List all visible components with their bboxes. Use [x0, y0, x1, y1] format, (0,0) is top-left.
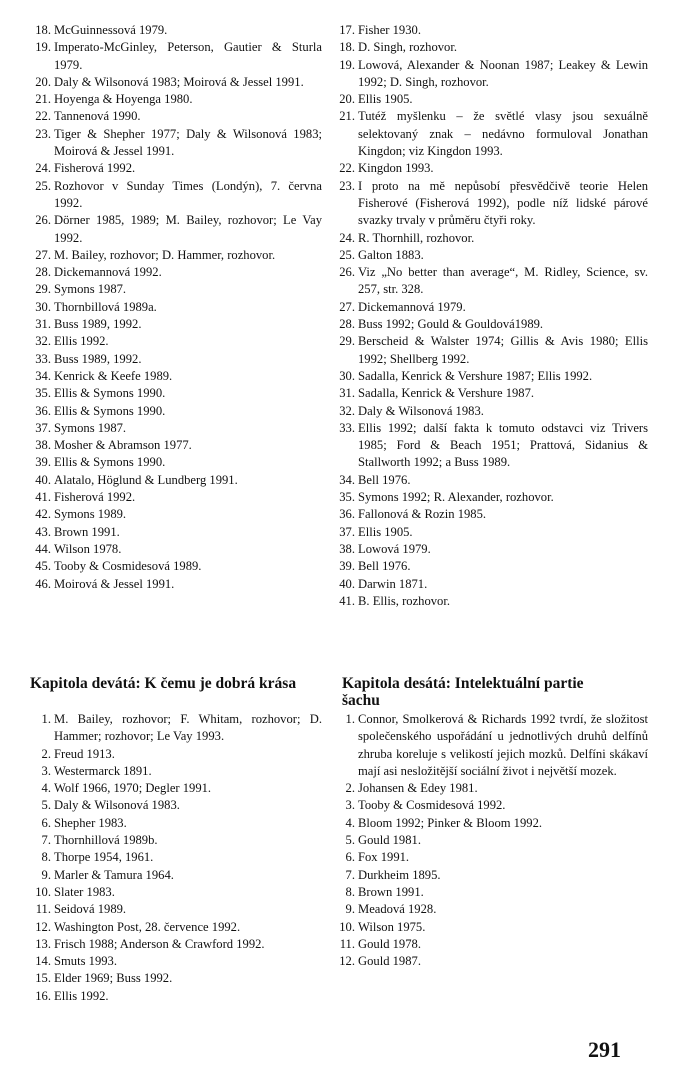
note-text: Brown 1991.	[358, 884, 424, 899]
note-text: Smuts 1993.	[54, 954, 117, 969]
note-number: 28.	[35, 265, 51, 280]
note-number: 15.	[35, 971, 51, 986]
note-entry	[32, 953, 322, 970]
note-text: Brown 1991.	[54, 524, 120, 539]
note-number: 19.	[35, 40, 51, 55]
note-number: 17.	[339, 23, 355, 37]
note-number: 12.	[339, 954, 355, 969]
note-number: 34.	[339, 472, 355, 487]
note-entry	[32, 212, 322, 247]
note-text: Daly & Wilsonová 1983.	[54, 798, 180, 813]
note-entry	[336, 558, 648, 575]
note-number: 36.	[35, 403, 51, 418]
note-entry	[32, 178, 322, 213]
note-number: 42.	[35, 507, 51, 522]
note-text: Shepher 1983.	[54, 815, 127, 830]
note-entry	[32, 797, 322, 814]
note-number: 20.	[35, 74, 51, 89]
note-entry	[32, 22, 322, 39]
note-text: Durkheim 1895.	[358, 867, 441, 882]
note-text: Galton 1883.	[358, 247, 424, 262]
note-entry	[336, 333, 648, 368]
note-number: 37.	[35, 420, 51, 435]
note-text: Dörner 1985, 1989; M. Bailey, rozhovor; Le Vay 1992.	[54, 213, 322, 245]
note-entry	[32, 524, 322, 541]
note-number: 14.	[35, 954, 51, 969]
note-number: 30.	[339, 368, 355, 383]
note-text: Bloom 1992; Pinker & Bloom 1992.	[358, 815, 543, 830]
note-text: Berscheid & Walster 1974; Gillis & Avis 1980; Ellis 1992; Shellberg 1992.	[358, 334, 648, 366]
note-number: 18.	[339, 40, 355, 55]
note-text: Wolf 1966, 1970; Degler 1991.	[54, 781, 212, 796]
note-entry	[336, 919, 648, 936]
note-text: Johansen & Edey 1981.	[358, 781, 478, 796]
note-number: 45.	[35, 559, 51, 574]
note-entry	[32, 867, 322, 884]
note-entry	[336, 108, 648, 160]
note-entry	[336, 420, 648, 472]
note-entry	[32, 988, 322, 1005]
note-entry	[32, 385, 322, 402]
note-entry	[336, 299, 648, 316]
note-text: Tutéž myšlenku – že světlé vlasy jsou sexuálně selektovaný znak – nedávno formuloval Jonathan Kingdon; viz Kingdon 1993.	[358, 109, 648, 159]
note-number: 8.	[41, 850, 51, 865]
note-number: 40.	[35, 472, 51, 487]
note-text: Ellis 1905.	[358, 92, 413, 107]
note-entry	[32, 126, 322, 161]
note-text: Moirová & Jessel 1991.	[54, 576, 175, 591]
note-text: Westermarck 1891.	[54, 763, 152, 778]
note-text: Darwin 1871.	[358, 576, 428, 591]
note-text: Ellis 1905.	[358, 524, 413, 539]
note-text: Fisherová 1992.	[54, 490, 136, 505]
note-text: Dickemannová 1979.	[358, 299, 466, 314]
note-number: 37.	[339, 524, 355, 539]
note-number: 10.	[339, 919, 355, 934]
note-number: 40.	[339, 576, 355, 591]
note-text: Buss 1992; Gould & Gouldová1989.	[358, 317, 544, 332]
note-text: Sadalla, Kenrick & Vershure 1987; Ellis 1992.	[358, 368, 593, 383]
note-entry	[32, 368, 322, 385]
note-number: 32.	[35, 334, 51, 349]
note-entry	[336, 849, 648, 866]
note-entry	[32, 970, 322, 987]
note-text: Kenrick & Keefe 1989.	[54, 368, 173, 383]
note-text: Dickemannová 1992.	[54, 265, 162, 280]
note-text: Slater 1983.	[54, 884, 115, 899]
note-number: 21.	[339, 109, 355, 124]
note-entry	[336, 247, 648, 264]
note-text: D. Singh, rozhovor.	[358, 40, 457, 55]
note-text: Ellis 1992.	[54, 334, 109, 349]
note-entry	[32, 541, 322, 558]
note-number: 8.	[345, 884, 355, 899]
note-number: 31.	[339, 386, 355, 401]
note-entry	[32, 74, 322, 91]
note-text: Imperato-McGinley, Peterson, Gautier & Sturla 1979.	[54, 40, 322, 72]
note-entry	[32, 711, 322, 746]
note-text: Mosher & Abramson 1977.	[54, 438, 192, 453]
note-entry	[32, 849, 322, 866]
note-text: Alatalo, Höglund & Lundberg 1991.	[54, 472, 238, 487]
note-entry	[32, 746, 322, 763]
note-number: 19.	[339, 57, 355, 72]
note-entry	[32, 160, 322, 177]
note-entry	[336, 178, 648, 230]
note-text: Freud 1913.	[54, 746, 115, 761]
note-entry	[336, 39, 648, 56]
note-number: 39.	[35, 455, 51, 470]
note-text: Kingdon 1993.	[358, 161, 434, 176]
note-number: 24.	[35, 161, 51, 176]
note-number: 26.	[339, 265, 355, 280]
note-entry	[32, 264, 322, 281]
note-entry	[32, 472, 322, 489]
note-text: Marler & Tamura 1964.	[54, 867, 174, 882]
note-number: 7.	[345, 867, 355, 882]
note-text: M. Bailey, rozhovor; F. Whitam, rozhovor; D. Hammer; rozhovor; Le Vay 1993.	[54, 712, 322, 744]
note-number: 39.	[339, 559, 355, 574]
note-text: Fisherová 1992.	[54, 161, 136, 176]
note-entry	[336, 22, 648, 39]
note-entry	[32, 247, 322, 264]
note-entry	[32, 39, 322, 74]
note-text: Rozhovor v Sunday Times (Londýn), 7. června 1992.	[54, 178, 322, 210]
note-entry	[336, 403, 648, 420]
note-text: Frisch 1988; Anderson & Crawford 1992.	[54, 936, 265, 951]
note-text: R. Thornhill, rozhovor.	[358, 230, 475, 245]
note-text: Wilson 1975.	[358, 919, 426, 934]
note-entry	[336, 264, 648, 299]
note-number: 11.	[339, 936, 355, 951]
note-text: Hoyenga & Hoyenga 1980.	[54, 92, 193, 107]
note-number: 22.	[339, 161, 355, 176]
note-number: 30.	[35, 299, 51, 314]
note-text: Buss 1989, 1992.	[54, 317, 142, 332]
note-number: 25.	[339, 247, 355, 262]
note-text: Bell 1976.	[358, 559, 411, 574]
note-text: Symons 1992; R. Alexander, rozhovor.	[358, 490, 554, 505]
note-entry	[336, 901, 648, 918]
note-number: 27.	[339, 299, 355, 314]
note-number: 36.	[339, 507, 355, 522]
note-number: 44.	[35, 541, 51, 556]
note-number: 28.	[339, 317, 355, 332]
note-entry	[32, 316, 322, 333]
note-entry	[32, 936, 322, 953]
note-number: 3.	[345, 798, 355, 813]
note-number: 13.	[35, 936, 51, 951]
note-text: Fisher 1930.	[358, 23, 421, 37]
note-entry	[336, 57, 648, 92]
note-entry	[336, 936, 648, 953]
note-text: Sadalla, Kenrick & Vershure 1987.	[358, 386, 535, 401]
note-number: 18.	[35, 23, 51, 37]
note-number: 2.	[345, 781, 355, 796]
note-entry	[32, 437, 322, 454]
note-number: 5.	[345, 833, 355, 848]
note-entry	[32, 403, 322, 420]
note-number: 9.	[41, 867, 51, 882]
note-text: Gould 1978.	[358, 936, 421, 951]
note-entry	[336, 91, 648, 108]
note-entry	[336, 541, 648, 558]
note-text: Viz „No better than average“, M. Ridley, Science, sv. 257, str. 328.	[358, 265, 648, 297]
note-text: Tooby & Cosmidesová 1989.	[54, 559, 202, 574]
note-text: Gould 1987.	[358, 954, 421, 969]
note-number: 29.	[339, 334, 355, 349]
note-entry	[32, 884, 322, 901]
chapter-10-heading: Kapitola desátá: Intelektuální partie šachu	[342, 675, 584, 709]
note-number: 41.	[35, 490, 51, 505]
note-number: 23.	[35, 126, 51, 141]
note-entry	[32, 91, 322, 108]
notes-list-right-top	[336, 22, 648, 610]
note-text: Tooby & Cosmidesová 1992.	[358, 798, 506, 813]
note-entry	[336, 576, 648, 593]
note-entry	[336, 797, 648, 814]
note-text: Thornbillová 1989a.	[54, 299, 157, 314]
note-entry	[32, 558, 322, 575]
note-entry	[32, 489, 322, 506]
note-entry	[32, 815, 322, 832]
note-number: 29.	[35, 282, 51, 297]
note-number: 11.	[35, 902, 51, 917]
note-entry	[32, 351, 322, 368]
chapter-9-heading: Kapitola devátá: K čemu je dobrá krása	[30, 675, 297, 692]
note-number: 3.	[41, 763, 51, 778]
note-text: Tannenová 1990.	[54, 109, 141, 124]
note-number: 35.	[339, 490, 355, 505]
note-text: Symons 1987.	[54, 282, 127, 297]
note-entry	[336, 385, 648, 402]
note-number: 33.	[35, 351, 51, 366]
note-entry	[336, 593, 648, 610]
note-number: 33.	[339, 420, 355, 435]
note-entry	[32, 420, 322, 437]
note-number: 9.	[345, 902, 355, 917]
note-text: Symons 1987.	[54, 420, 127, 435]
note-number: 16.	[35, 988, 51, 1003]
note-entry	[336, 472, 648, 489]
note-number: 6.	[41, 815, 51, 830]
note-text: M. Bailey, rozhovor; D. Hammer, rozhovor.	[54, 247, 276, 262]
note-text: Gould 1981.	[358, 833, 421, 848]
note-text: Wilson 1978.	[54, 541, 122, 556]
note-text: Daly & Wilsonová 1983; Moirová & Jessel 1991.	[54, 74, 304, 89]
note-text: Thornhillová 1989b.	[54, 833, 158, 848]
note-text: Ellis & Symons 1990.	[54, 455, 166, 470]
page-number: 291	[588, 1037, 621, 1062]
note-text: Ellis 1992; další fakta k tomuto odstavci viz Trivers 1985; Ford & Beach 1951; Prattová, Sidanius & Stallworth 1992; a Buss 1989.	[358, 420, 648, 470]
note-entry	[32, 780, 322, 797]
chapter-10-notes	[336, 711, 648, 970]
note-number: 38.	[339, 541, 355, 556]
note-entry	[32, 281, 322, 298]
note-number: 20.	[339, 92, 355, 107]
note-entry	[32, 919, 322, 936]
note-number: 46.	[35, 576, 51, 591]
note-number: 1.	[41, 712, 51, 726]
note-entry	[32, 832, 322, 849]
note-number: 5.	[41, 798, 51, 813]
note-number: 23.	[339, 178, 355, 193]
note-number: 34.	[35, 368, 51, 383]
note-text: Lowová 1979.	[358, 541, 431, 556]
note-entry	[336, 711, 648, 780]
note-number: 27.	[35, 247, 51, 262]
note-text: B. Ellis, rozhovor.	[358, 593, 450, 608]
note-entry	[336, 230, 648, 247]
note-number: 4.	[41, 781, 51, 796]
note-entry	[336, 815, 648, 832]
note-number: 6.	[345, 850, 355, 865]
note-number: 4.	[345, 815, 355, 830]
note-number: 21.	[35, 92, 51, 107]
note-entry	[32, 333, 322, 350]
note-entry	[32, 108, 322, 125]
note-entry	[32, 901, 322, 918]
note-number: 38.	[35, 438, 51, 453]
note-entry	[32, 576, 322, 593]
note-entry	[336, 832, 648, 849]
note-text: Ellis & Symons 1990.	[54, 386, 166, 401]
note-text: Fox 1991.	[358, 850, 410, 865]
note-number: 1.	[345, 712, 355, 726]
note-text: Daly & Wilsonová 1983.	[358, 403, 484, 418]
note-entry	[336, 524, 648, 541]
note-number: 2.	[41, 746, 51, 761]
note-entry	[32, 506, 322, 523]
note-text: Washington Post, 28. července 1992.	[54, 919, 241, 934]
note-number: 41.	[339, 593, 355, 608]
note-text: Connor, Smolkerová & Richards 1992 tvrdí, že složitost společenského uspořádání u jednotlivých druhů delfínů zhruba koreluje s velikostí jejich mozků. Delfíni skákaví mají asi nesložitější sociální život i největší mozek.	[358, 712, 648, 778]
note-entry	[336, 316, 648, 333]
note-entry	[336, 506, 648, 523]
note-entry	[32, 299, 322, 316]
note-entry	[336, 867, 648, 884]
note-number: 7.	[41, 833, 51, 848]
note-text: I proto na mě nepůsobí přesvědčivě teorie Helen Fisherové (Fisherová 1992), podle níž lidské párové svazky trvaly v průměru čtyři roky.	[358, 178, 648, 228]
note-number: 12.	[35, 919, 51, 934]
note-entry	[32, 763, 322, 780]
note-text: Fallonová & Rozin 1985.	[358, 507, 487, 522]
note-text: Elder 1969; Buss 1992.	[54, 971, 173, 986]
note-text: Lowová, Alexander & Noonan 1987; Leakey & Lewin 1992; D. Singh, rozhovor.	[358, 57, 648, 89]
note-number: 24.	[339, 230, 355, 245]
note-number: 32.	[339, 403, 355, 418]
note-text: Thorpe 1954, 1961.	[54, 850, 154, 865]
chapter-9-notes	[32, 711, 322, 1005]
note-entry	[336, 884, 648, 901]
note-text: Meadová 1928.	[358, 902, 437, 917]
note-text: McGuinnessová 1979.	[54, 23, 168, 37]
note-text: Buss 1989, 1992.	[54, 351, 142, 366]
note-number: 31.	[35, 317, 51, 332]
note-number: 43.	[35, 524, 51, 539]
note-text: Symons 1989.	[54, 507, 127, 522]
note-number: 22.	[35, 109, 51, 124]
note-entry	[32, 454, 322, 471]
note-number: 10.	[35, 884, 51, 899]
note-number: 25.	[35, 178, 51, 193]
note-entry	[336, 780, 648, 797]
note-text: Tiger & Shepher 1977; Daly & Wilsonová 1983; Moirová & Jessel 1991.	[54, 126, 322, 159]
note-text: Ellis 1992.	[54, 988, 109, 1003]
note-entry	[336, 953, 648, 970]
note-entry	[336, 368, 648, 385]
notes-list-left-top	[32, 22, 322, 593]
note-number: 26.	[35, 213, 51, 228]
note-text: Ellis & Symons 1990.	[54, 403, 166, 418]
note-text: Seidová 1989.	[54, 902, 127, 917]
note-number: 35.	[35, 386, 51, 401]
note-entry	[336, 489, 648, 506]
note-text: Bell 1976.	[358, 472, 411, 487]
note-entry	[336, 160, 648, 177]
